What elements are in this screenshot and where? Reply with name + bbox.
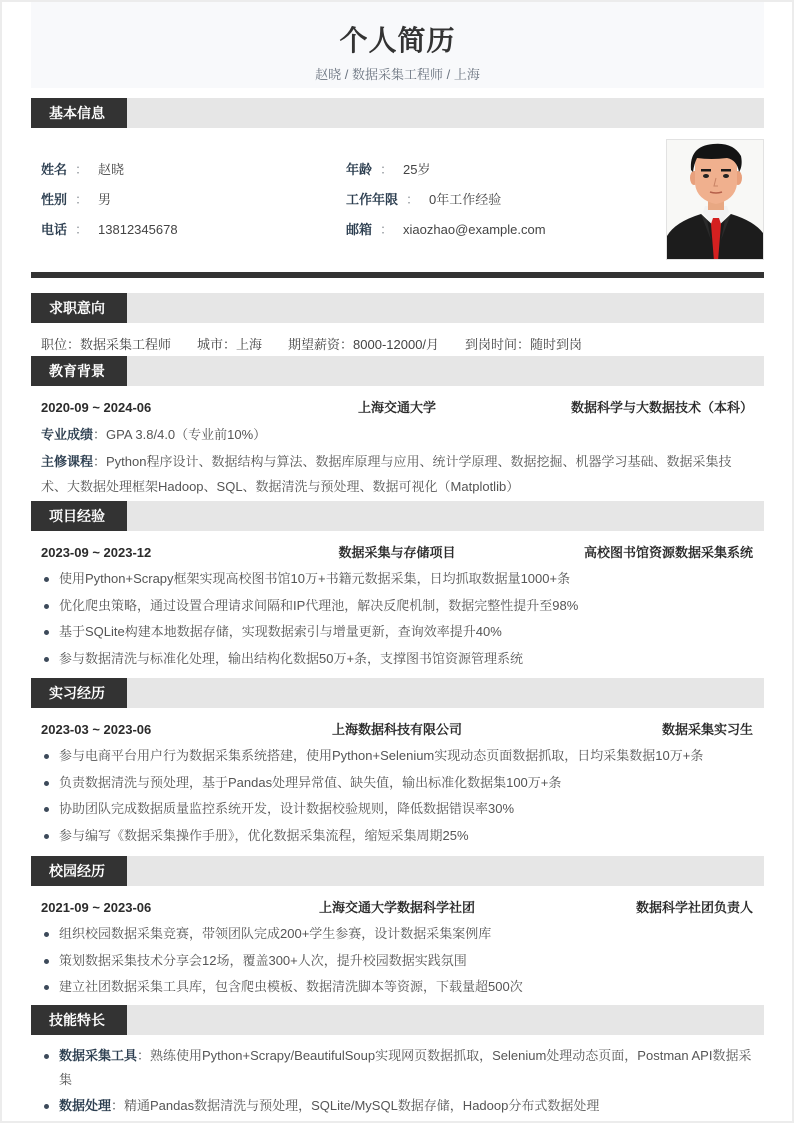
info-value: 赵晓 (98, 162, 125, 177)
education-period: 2020-09 ~ 2024-06 (41, 400, 152, 415)
skills-list (41, 1044, 753, 1120)
project-period: 2023-09 ~ 2023-12 (41, 545, 152, 560)
section-title: 基本信息 (31, 98, 127, 128)
colon: ： (75, 162, 89, 177)
campus-org: 上海交通大学数据科学社团 (318, 900, 475, 915)
colon: ： (75, 222, 89, 237)
education-courses (41, 449, 753, 499)
info-value: 13812345678 (98, 222, 178, 237)
list-item: 策划数据采集技术分享会12场，覆盖300+人次，提升校园数据实践氛围 (41, 949, 753, 976)
info-label: 性别 (41, 192, 68, 207)
skill-item (41, 1044, 753, 1092)
info-value: xiaozhao@example.com (403, 222, 546, 237)
skill-item (41, 1094, 753, 1118)
internship-company: 上海数据科技有限公司 (331, 722, 462, 737)
list-item: 组织校园数据采集竞赛，带领团队完成200+学生参赛，设计数据采集案例库 (41, 922, 753, 949)
section-header-education (31, 356, 764, 386)
colon: ： (380, 222, 394, 237)
gpa-value: ：GPA 3.8/4.0（专业前10%） (93, 427, 267, 442)
internship-period: 2023-03 ~ 2023-06 (41, 722, 152, 737)
campus-bullets (41, 922, 753, 1002)
education-entry-header (41, 398, 753, 418)
internship-role: 数据采集实习生 (661, 722, 753, 737)
colon: ： (75, 192, 89, 207)
education-school: 上海交通大学 (357, 400, 436, 415)
section-header-internship (31, 678, 764, 708)
colon: ： (380, 162, 394, 177)
section-header-campus (31, 856, 764, 886)
info-value: 25岁 (403, 162, 431, 177)
list-item: 使用Python+Scrapy框架实现高校图书馆10万+书籍元数据采集，日均抓取数据量1000+条 (41, 567, 753, 594)
skill-label: 数据采集工具 (59, 1048, 138, 1063)
info-label: 工作年限 (346, 192, 399, 207)
skill-label: 数据处理 (59, 1098, 112, 1113)
section-header-basic (31, 98, 764, 128)
avatar-illustration (667, 140, 764, 260)
intent-city: 城市：上海 (197, 337, 263, 352)
skill-value: ：精通Pandas数据清洗与预处理，SQLite/MySQL数据存储，Hadoop分布式数据处理 (111, 1098, 600, 1113)
courses-value: ：Python程序设计、数据结构与算法、数据库原理与应用、统计学原理、数据挖掘、机器学习基础、数据采集技术、大数据处理框架Hadoop、SQL、数据清洗与预处理、数据可视化（Matplotlib） (41, 454, 732, 494)
info-label: 年龄 (346, 162, 373, 177)
project-role: 高校图书馆资源数据采集系统 (583, 545, 753, 560)
list-item: 协助团队完成数据质量监控系统开发，设计数据校验规则，降低数据错误率30% (41, 797, 753, 824)
gpa-label: 专业成绩 (41, 427, 94, 442)
list-item: 参与电商平台用户行为数据采集系统搭建，使用Python+Selenium实现动态页面数据抓取，日均采集数据10万+条 (41, 744, 753, 771)
section-title: 求职意向 (31, 293, 127, 323)
info-label: 电话 (41, 222, 68, 237)
list-item: 基于SQLite构建本地数据存储，实现数据索引与增量更新，查询效率提升40% (41, 620, 753, 647)
section-title: 教育背景 (31, 356, 127, 386)
education-gpa (41, 422, 753, 447)
section-title: 校园经历 (31, 856, 127, 886)
list-item: 优化爬虫策略，通过设置合理请求间隔和IP代理池，解决反爬机制，数据完整性提升至98% (41, 594, 753, 621)
section-title: 实习经历 (31, 678, 127, 708)
section-header-intent (31, 293, 764, 323)
project-name: 数据采集与存储项目 (338, 545, 456, 560)
info-name (41, 160, 124, 180)
section-header-projects (31, 501, 764, 531)
info-phone (41, 220, 178, 240)
project-bullets (41, 567, 753, 673)
info-experience (346, 190, 501, 210)
courses-label: 主修课程 (41, 454, 94, 469)
intent-position: 职位：数据采集工程师 (41, 337, 172, 352)
list-item: 参与编写《数据采集操作手册》，优化数据采集流程，缩短采集周期25% (41, 824, 753, 851)
section-title: 项目经验 (31, 501, 127, 531)
section-divider (31, 272, 764, 278)
info-label: 邮箱 (346, 222, 373, 237)
info-value: 0年工作经验 (429, 192, 502, 207)
project-entry-header (41, 543, 753, 563)
info-label: 姓名 (41, 162, 68, 177)
colon: ： (406, 192, 420, 207)
section-title: 技能特长 (31, 1005, 127, 1035)
resume-header (31, 2, 764, 88)
info-email (346, 220, 546, 240)
campus-role: 数据科学社团负责人 (635, 900, 753, 915)
education-major: 数据科学与大数据技术（本科） (570, 400, 753, 415)
info-gender (41, 190, 111, 210)
list-item: 负责数据清洗与预处理，基于Pandas处理异常值、缺失值，输出标准化数据集100万+条 (41, 771, 753, 798)
info-value: 男 (98, 192, 112, 207)
intent-salary: 期望薪资：8000-12000/月 (288, 337, 440, 352)
job-intent (41, 335, 608, 355)
list-item: 建立社团数据采集工具库，包含爬虫模板、数据清洗脚本等资源，下载量超500次 (41, 975, 753, 1002)
internship-bullets (41, 744, 753, 850)
list-item: 参与数据清洗与标准化处理，输出结构化数据50万+条，支撑图书馆资源管理系统 (41, 647, 753, 674)
page-subtitle: 赵晓 / 数据采集工程师 / 上海 (315, 67, 480, 82)
info-age (346, 160, 431, 180)
campus-entry-header (41, 898, 753, 918)
internship-entry-header (41, 720, 753, 740)
avatar-photo (666, 139, 764, 260)
section-header-skills (31, 1005, 764, 1035)
campus-period: 2021-09 ~ 2023-06 (41, 900, 152, 915)
page-title: 个人简历 (339, 25, 456, 56)
intent-availability: 到岗时间：随时到岗 (465, 337, 583, 352)
skill-value: ：熟练使用Python+Scrapy/BeautifulSoup实现网页数据抓取，Selenium处理动态页面，Postman API数据采集 (59, 1048, 752, 1087)
